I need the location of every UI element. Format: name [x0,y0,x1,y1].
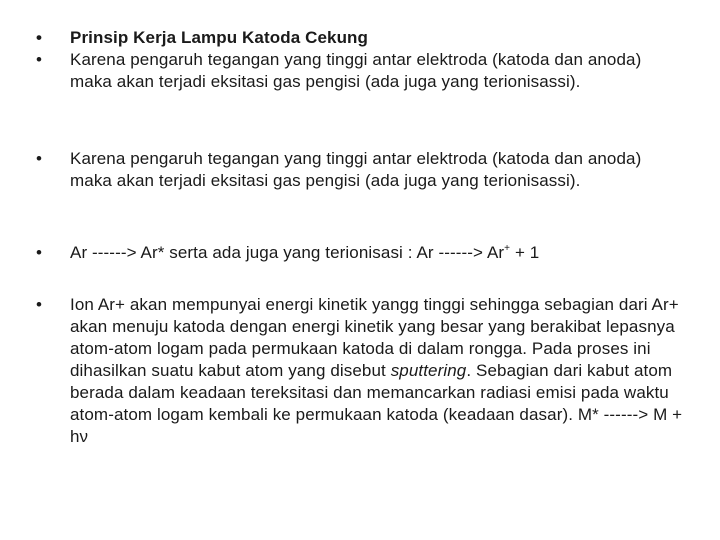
paragraph-4-after: . Sebagian dari kabut atom berada dalam keadaan tereksitasi dan memancarkan radiasi emisi pada waktu atom-atom logam kembali ke permukaan katoda (keadaan dasar). M* ------> M + hν [70,361,683,446]
bullet-paragraph-2 [36,148,686,192]
bullet-group-3 [36,242,686,264]
sputtering-term: sputtering [390,361,467,380]
title-text: Prinsip Kerja Lampu Katoda Cekung [70,28,369,47]
bullet-paragraph-4 [36,294,686,448]
bullet-group-2 [36,148,686,192]
bullet-dot: • [36,50,43,69]
paragraph-4-before: Ion Ar+ akan mempunyai energi kinetik yangg tinggi sehingga sebagian dari Ar+ akan menuju katoda dengan energi kinetik yang besar yang berakibat lepasnya atom-atom logam pada permukaan katoda di dalam rongga. Pada proses ini dihasilkan suatu kabut atom yang disebut [70,295,679,380]
paragraph-1-text: Karena pengaruh tegangan yang tinggi antar elektroda (katoda dan anoda) maka akan terjadi eksitasi gas pengisi (ada juga yang terionisassi). [70,50,642,91]
bullet-group-intro [36,27,686,93]
ion-charge-superscript: + [504,243,511,254]
bullet-paragraph-1 [36,49,686,93]
bullet-dot: • [36,28,43,47]
bullet-dot: • [36,295,43,314]
bullet-reaction [36,242,686,264]
paragraph-2-text: Karena pengaruh tegangan yang tinggi antar elektroda (katoda dan anoda) maka akan terjadi eksitasi gas pengisi (ada juga yang terionisassi). [70,149,642,190]
reaction-text: Ar ------> Ar* serta ada juga yang terionisasi : Ar ------> Ar [70,243,505,262]
bullet-title [36,27,686,49]
bullet-dot: • [36,149,43,168]
bullet-group-4 [36,294,686,448]
reaction-tail: + 1 [510,243,540,262]
bullet-dot: • [36,243,43,262]
